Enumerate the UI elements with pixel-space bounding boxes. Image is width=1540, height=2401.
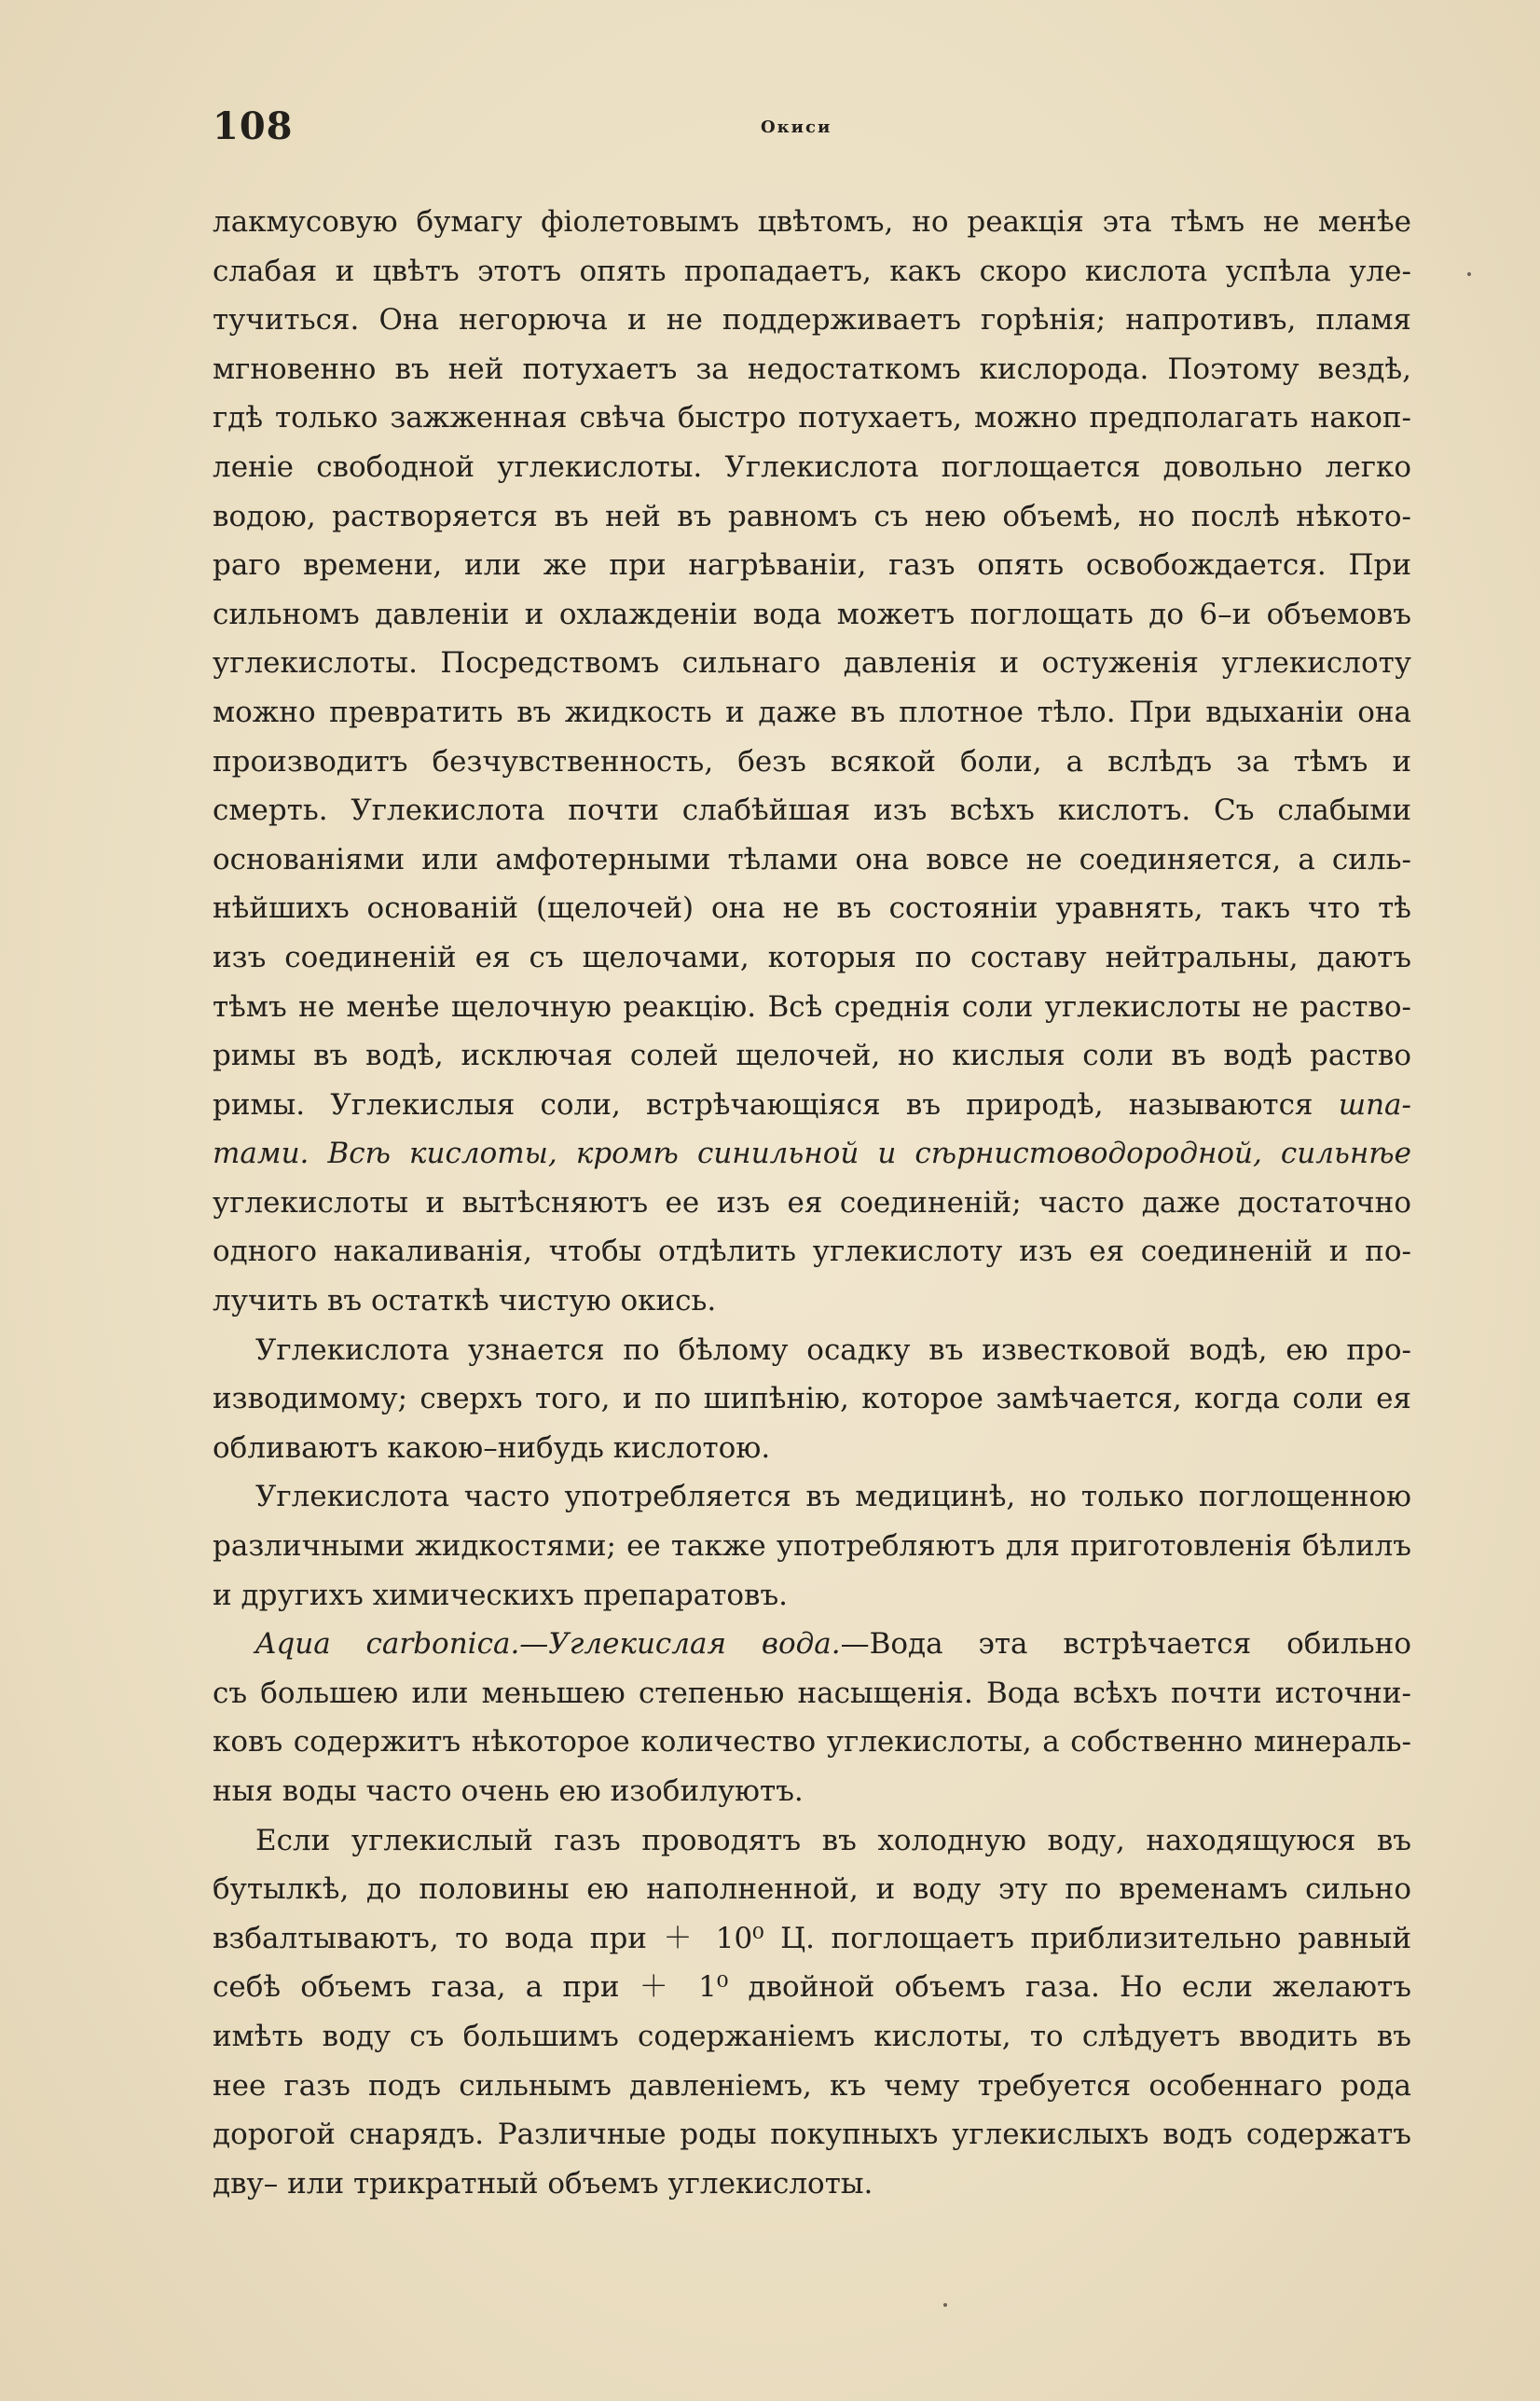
text-line: производитъ безчувственность, безъ всякой боли, а вслѣдъ за тѣмъ и — [213, 744, 1411, 779]
text-line: слабая и цвѣтъ этотъ опять пропадаетъ, какъ скоро кислота успѣла уле- — [213, 254, 1411, 288]
text-line: дву– или трикратный объемъ углекислоты. — [213, 2166, 873, 2201]
text-line: обливаютъ какою–нибудь кислотою. — [213, 1430, 771, 1465]
text-line: лучить въ остаткѣ чистую окись. — [213, 1284, 717, 1318]
text-line: нѣйшихъ основаній (щелочей) она не въ состояніи уравнять, такъ что тѣ — [213, 891, 1411, 926]
text-line: и другихъ химическихъ препаратовъ. — [213, 1578, 789, 1612]
text-line: дорогой снарядъ. Различные роды покупныхъ углекислыхъ водъ содержатъ — [213, 2118, 1411, 2152]
page-number: 108 — [213, 104, 294, 148]
running-title: Окиси — [761, 117, 832, 137]
line-text: —Вода эта встрѣчается обильно — [840, 1627, 1411, 1662]
paper-speck — [943, 2303, 947, 2307]
text-line: взбалтываютъ, то вода при ＋ 10⁰ Ц. поглощаетъ приблизительно равный — [213, 1921, 1411, 1955]
text-line: углекислоты. Посредствомъ сильнаго давленія и остуженія углекислоту — [213, 646, 1411, 681]
page-header — [213, 104, 1452, 160]
text-line: изъ соединеній ея съ щелочами, которыя по составу нейтральны, даютъ — [213, 940, 1411, 974]
text-line: римы въ водѣ, исключая солей щелочей, но кислыя соли въ водѣ раство — [213, 1039, 1411, 1073]
latin-term: Aqua carbonica. — [255, 1627, 520, 1662]
russian-term: —Углекислая вода. — [519, 1627, 841, 1662]
text-line: мгновенно въ ней потухаетъ за недостаткомъ кислорода. Поэтому вездѣ, — [213, 352, 1411, 386]
paper-speck — [1467, 272, 1471, 276]
text-line: тѣмъ не менѣе щелочную реакцію. Всѣ среднія соли углекислоты не раство- — [213, 989, 1411, 1024]
text-line: ныя воды часто очень ею изобилуютъ. — [213, 1774, 804, 1808]
text-line — [213, 1129, 1411, 1179]
text-line-mixed — [213, 1081, 1411, 1130]
text-line: углекислоты и вытѣсняютъ ее изъ ея соединеній; часто даже достаточно — [213, 1185, 1411, 1220]
text-line: нее газъ подъ сильнымъ давленіемъ, къ чему требуется особеннаго рода — [213, 2068, 1411, 2103]
text-line: Если углекислый газъ проводятъ въ холодную воду, находящуюся въ — [255, 1823, 1411, 1857]
line-text: римы. Углекислыя соли, встрѣчающіяся въ природѣ, называются — [213, 1087, 1313, 1122]
italic-term: шпа- — [1338, 1087, 1412, 1122]
text-line: сильномъ давленіи и охлажденіи вода можетъ поглощать до 6–и объемовъ — [213, 597, 1411, 631]
text-line: тучиться. Она негорюча и не поддерживаетъ горѣнія; напротивъ, пламя — [213, 303, 1411, 338]
text-line: гдѣ только зажженная свѣча быстро потухаетъ, можно предполагать накоп- — [213, 401, 1411, 435]
text-line: можно превратить въ жидкость и даже въ плотное тѣло. При вдыханіи она — [213, 695, 1411, 729]
line-text: тами. Всѣ кислоты, кромѣ синильной и сѣрнистоводородной, сильнѣе — [213, 1137, 1411, 1171]
text-line: водою, растворяется въ ней въ равномъ съ нею объемѣ, но послѣ нѣкото- — [213, 499, 1411, 533]
text-line: различными жидкостями; ее также употребляютъ для приготовленія бѣлилъ — [213, 1529, 1411, 1564]
text-line: Углекислота часто употребляется въ медицинѣ, но только поглощенною — [255, 1480, 1411, 1514]
text-line: леніе свободной углекислоты. Углекислота поглощается довольно легко — [213, 449, 1411, 484]
text-line: смерть. Углекислота почти слабѣйшая изъ всѣхъ кислотъ. Съ слабыми — [213, 793, 1411, 828]
text-line: лакмусовую бумагу фіолетовымъ цвѣтомъ, но реакція эта тѣмъ не менѣе — [213, 205, 1411, 239]
text-line: бутылкѣ, до половины ею наполненной, и воду эту по временамъ сильно — [213, 1872, 1411, 1907]
text-body — [213, 198, 1411, 2208]
text-line: себѣ объемъ газа, а при ＋ 1⁰ двойной объемъ газа. Но если желаютъ — [213, 1970, 1411, 2005]
text-line: одного накаливанія, чтобы отдѣлить углекислоту изъ ея соединеній и по- — [213, 1235, 1411, 1269]
text-line: ковъ содержитъ нѣкоторое количество углекислоты, а собственно минераль- — [213, 1725, 1411, 1759]
text-line: Углекислота узнается по бѣлому осадку въ известковой водѣ, ею про- — [255, 1332, 1411, 1367]
text-line: основаніями или амфотерными тѣлами она вовсе не соединяется, а силь- — [213, 842, 1411, 876]
text-line: имѣть воду съ большимъ содержаніемъ кислоты, то слѣдуетъ вводить въ — [213, 2019, 1411, 2053]
section-heading-line — [213, 1620, 1411, 1669]
text-line: съ большею или меньшею степенью насыщенія. Вода всѣхъ почти источни- — [213, 1676, 1411, 1710]
text-line: изводимому; сверхъ того, и по шипѣнію, которое замѣчается, когда соли ея — [213, 1382, 1411, 1416]
text-line: раго времени, или же при нагрѣваніи, газъ опять освобождается. При — [213, 548, 1411, 583]
